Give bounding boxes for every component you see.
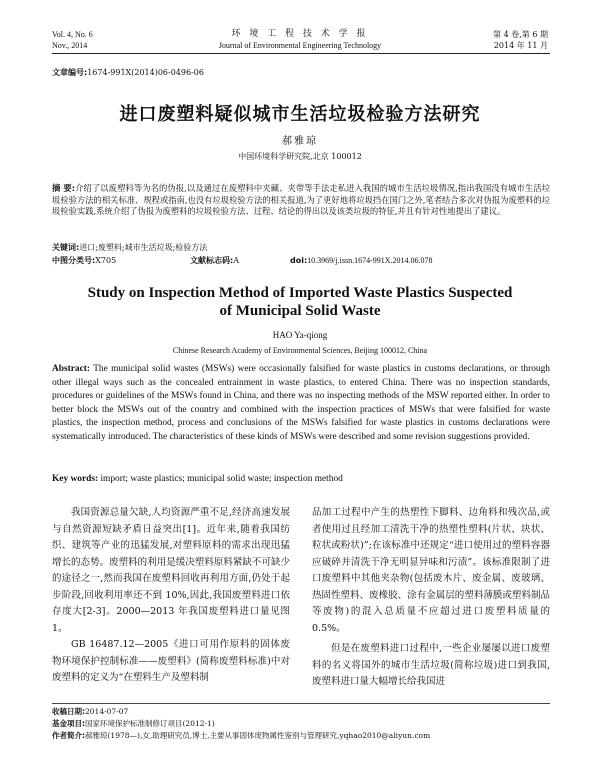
body-paragraph: 但是在废塑料进口过程中,一些企业屡屡以进口废塑料的名义将国外的城市生活垃圾(简称垃圾)进口到我国,废塑料进口量大幅增长给我国进 xyxy=(312,643,550,687)
author-cn: 郝雅琼 xyxy=(282,136,318,147)
header-rule xyxy=(52,53,550,54)
doi: doi:10.3969/j.issn.1674-991X.2014.06.078 xyxy=(290,256,433,265)
header-date: Nov., 2014 xyxy=(52,41,88,50)
header-journal-en: Journal of Environmental Engineering Technology xyxy=(218,41,382,50)
clc-number: 中图分类号:X705 xyxy=(52,256,117,265)
footnote-author: 作者简介:郝雅琼(1978—),女,助理研究员,博士,主要从事固体废物属性鉴别与管理研究,yqhao2010@aliyun.com xyxy=(52,731,431,740)
keywords-cn: 关键词:进口;废塑料;城市生活垃圾;检验方法 xyxy=(52,243,208,252)
header-journal-cn: 环 境 工 程 技 术 学 报 xyxy=(231,29,369,39)
abstract-en: Abstract: The municipal solid wastes (MSWs) were occasionally falsified for waste plastics in customs declarations, or through other illegal ways such as the concealed entrainment in waste plastics, to entered China. There was no inspection standards, procedures or guidelines of the MSWs found in China, and there was no inspecting methods of the MSW reported either. In order to better block the MSWs out of the country and combined with the inspection practices of MSWs that were falsified for waste plastics, the inspection method, process and conclusions of the MSWs falsified for waste plastics in customs declarations were systematically introduced. The characteristics of these kinds of MSWs were described and some revision suggestions provided. xyxy=(52,364,550,442)
affiliation-en: Chinese Research Academy of Environmental Sciences, Beijing 100012, China xyxy=(172,346,428,355)
keywords-en: Key words: import; waste plastics; municipal solid waste; inspection method xyxy=(52,474,343,484)
document-code: 文献标志码:A xyxy=(190,256,239,265)
article-number: 文章编号:1674-991X(2014)06-0496-06 xyxy=(52,68,204,77)
abstract-cn: 摘 要:介绍了以废塑料等为名的伪报,以及通过在废塑料中夹藏、夹带等手法走私进入我国的城市生活垃圾情况,指出我国没有城市生活垃圾检验方法的相关标准、规程或指南,也没有垃圾检验方法的相关报道,为了更好地将垃圾挡在国门之外,笔者结合多次对伪报为废塑料的垃圾检验实践,系统介绍了伪报为废塑料的垃圾检验方法、过程、结论的得出以及该类垃圾的特征,并且有针对性地提出了建议。 xyxy=(52,183,550,216)
footnote-rule xyxy=(52,703,550,704)
footnote-funding: 基金项目:国家环境保护标准制修订项目(2012-1) xyxy=(52,719,215,728)
title-en-line1: Study on Inspection Method of Imported Waste Plastics Suspected xyxy=(87,285,513,301)
body-column-right xyxy=(312,505,550,691)
header-volume-cn: 第 4 卷,第 6 期 xyxy=(493,30,548,39)
body-paragraph: 品加工过程中产生的热塑性下脚料、边角料和残次品,或者使用过且经加工清洗干净的热塑性塑料(片状、块状、粒状或粉状)”;在该标准中还规定“进口使用过的塑料容器应破碎并清洗干净无明显异味和污渍”。该标准限制了进口废塑料中其他夹杂物(包括废木片、废金属、废玻璃、热固性塑料、废橡胶、涂有金属层的塑料薄膜或塑料制品等废物)的混入总质量不应超过进口废塑料质量的 0.5%。 xyxy=(312,507,550,634)
title-cn: 进口废塑料疑似城市生活垃圾检验方法研究 xyxy=(119,104,481,125)
header-volume: Vol. 4, No. 6 xyxy=(52,30,93,39)
footnote-received: 收稿日期:2014-07-07 xyxy=(52,707,129,716)
body-column-left xyxy=(52,505,290,687)
body-paragraph: GB 16487.12—2005《进口可用作原料的固体废物环境保护控制标准——废塑料》(简称废塑料标准)中对废塑料的定义为“在塑料生产及塑料制 xyxy=(52,639,290,683)
title-en-line2: of Municipal Solid Waste xyxy=(219,303,381,319)
affiliation-cn: 中国环境科学研究院,北京 100012 xyxy=(238,152,362,161)
author-en: HAO Ya-qiong xyxy=(272,330,328,340)
header-date-cn: 2014 年 11 月 xyxy=(493,41,548,50)
body-paragraph: 我国资源总量欠缺,人均资源严重不足,经济高速发展与自然资源短缺矛盾日益突出[1]。近年来,随着我国纺织、建筑等产业的迅猛发展,对塑料原料的需求出现迅猛增长的态势。废塑料的利用是缓决塑料原料紧缺不可缺少的途径之一,然而我国在废塑料回收再利用方面,仍处于起步阶段,回收利用率还不到 10%,因此,我国废塑料进口依存度大[2-3]。2000—2013 年我国废塑料进口量见图 1。 xyxy=(52,507,290,634)
